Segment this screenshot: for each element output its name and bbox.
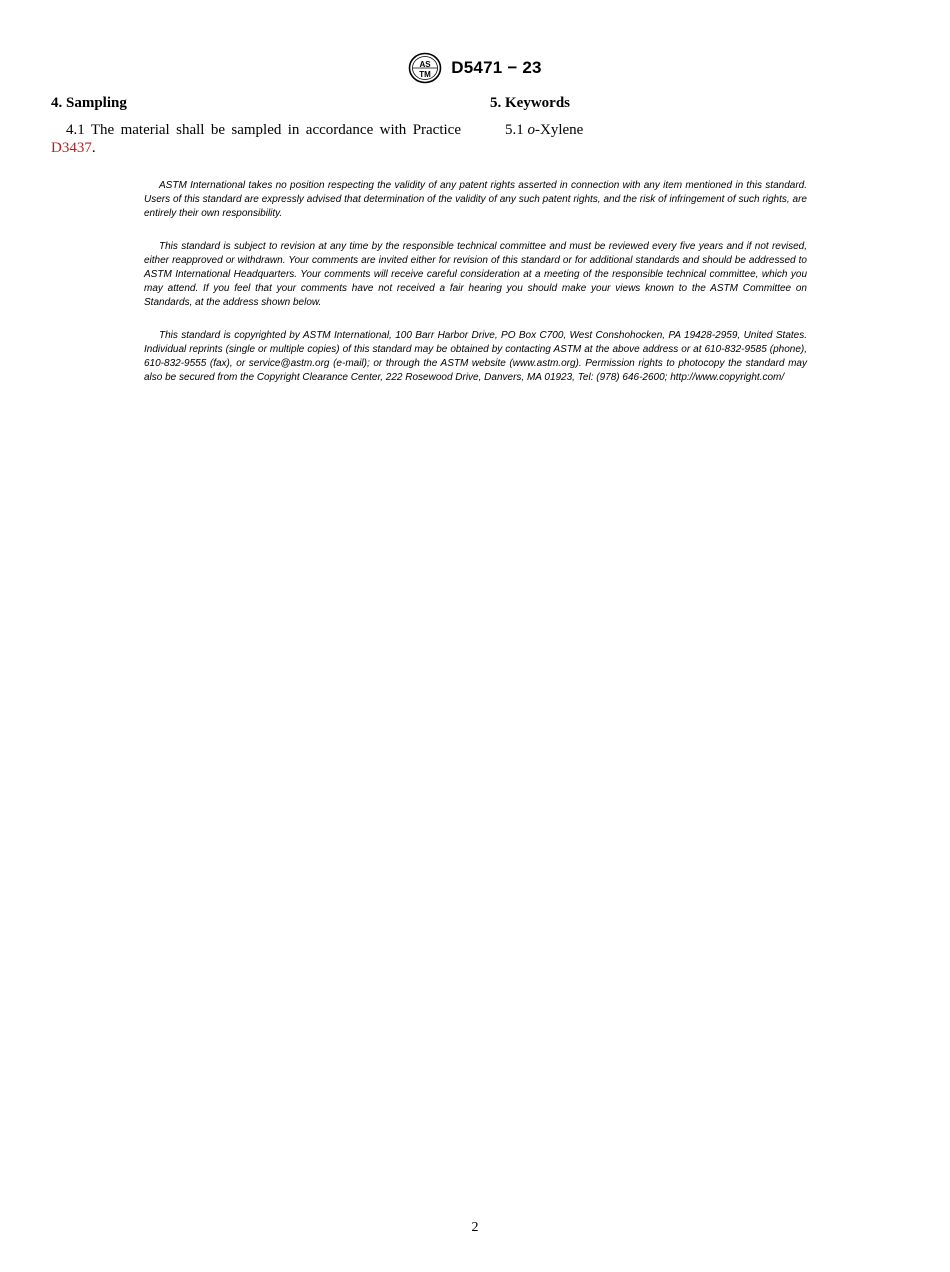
standard-designation: D5471 − 23 — [451, 58, 542, 77]
page-header — [0, 52, 950, 84]
revision-notice: This standard is subject to revision at any time by the responsible technical committee and must be reviewed every five years and if not revised, either reapproved or withdrawn. Your comments are invited either for revision of this standard or for additional standards and should be addressed to ASTM International Headquarters. Your comments will receive careful consideration at a meeting of the responsible technical committee, which you may attend. If you feel that your comments have not received a fair hearing you should make your views known to the ASTM Committee on Standards, at the address shown below. — [144, 241, 807, 308]
section-title-keywords: 5. Keywords — [490, 95, 570, 111]
paragraph-5-1 — [490, 121, 900, 139]
legal-notices — [144, 179, 807, 405]
svg-text:TM: TM — [419, 70, 432, 79]
copyright-notice: This standard is copyrighted by ASTM International, 100 Barr Harbor Drive, PO Box C700, West Conshohocken, PA 19428-2959, United States. Individual reprints (single or multiple copies) of this standard may be obtained by contacting ASTM at the above address or at 610-832-9585 (phone), 610-832-9555 (fax), or service@astm.org (e-mail); or through the ASTM website (www.astm.org). Permission rights to photocopy the standard may also be secured from the Copyright Clearance Center, 222 Rosewood Drive, Danvers, MA 01923, Tel: (978) 646-2600; http://www.copyright.com/ — [144, 330, 807, 383]
svg-text:AS: AS — [419, 60, 431, 69]
section-keywords — [490, 94, 900, 139]
paragraph-5-1-number: 5.1 — [505, 122, 528, 138]
paragraph-4-1-text: 4.1 The material shall be sampled in accordance with Practice — [66, 122, 461, 138]
patent-notice: ASTM International takes no position respecting the validity of any patent rights asserted in connection with any item mentioned in this standard. Users of this standard are expressly advised that determination of the validity of any such patent rights, and the risk of infringement of such rights, are entirely their own responsibility. — [144, 180, 807, 219]
paragraph-4-1 — [51, 121, 461, 157]
astm-logo-icon — [408, 52, 442, 84]
paragraph-4-1-end: . — [91, 140, 96, 156]
page-number: 2 — [471, 1220, 479, 1235]
reference-link-d3437[interactable]: D3437 — [51, 140, 92, 156]
section-title-sampling: 4. Sampling — [51, 95, 127, 111]
keyword-text: -Xylene — [535, 122, 584, 138]
keyword-prefix: o — [527, 122, 535, 138]
section-sampling — [51, 94, 461, 157]
